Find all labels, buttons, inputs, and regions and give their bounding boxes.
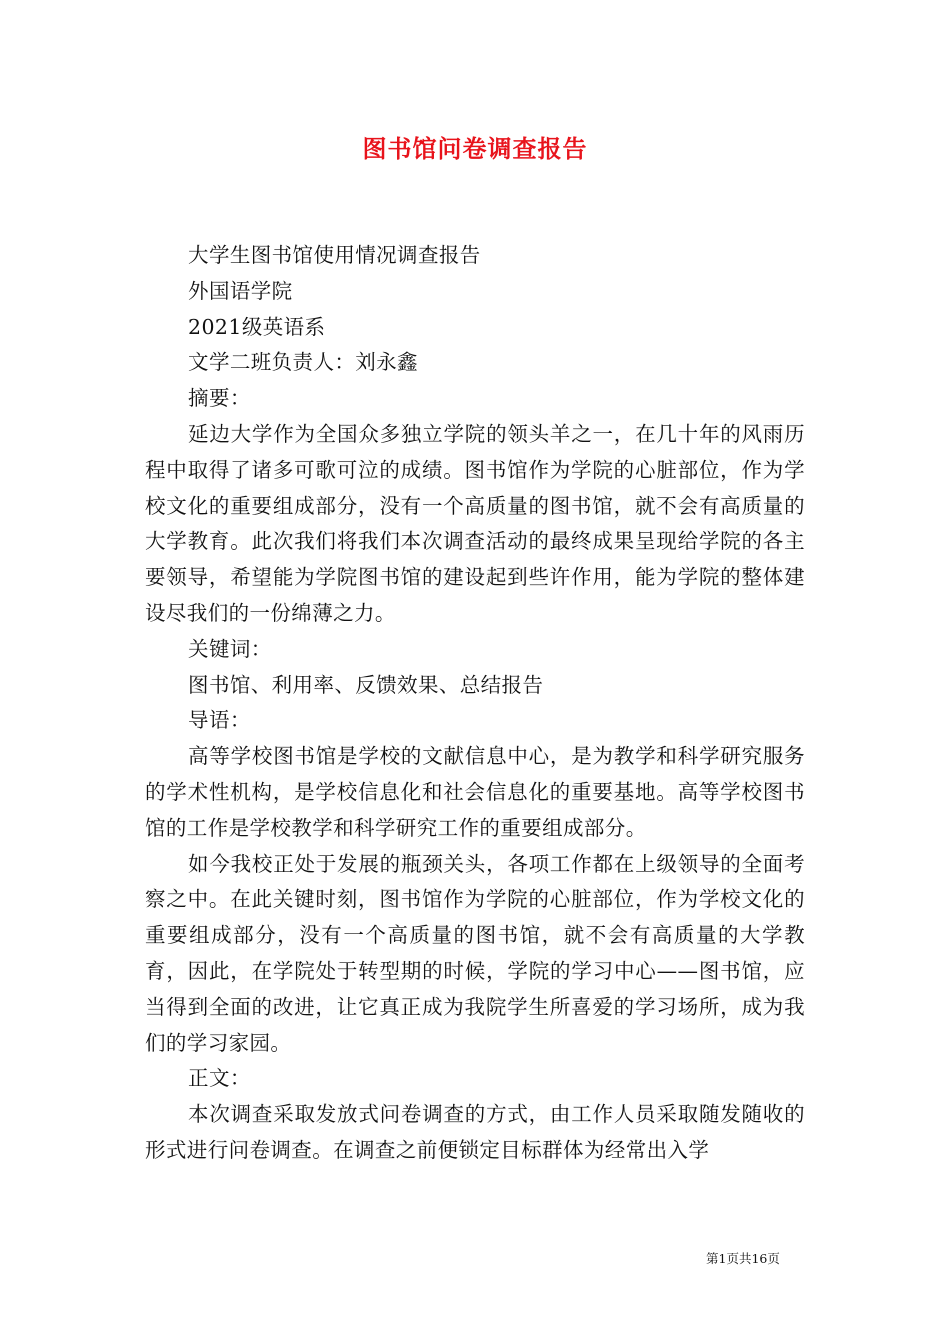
college-line: 外国语学院 <box>188 278 293 303</box>
introduction-paragraph-1: 高等学校图书馆是学校的文献信息中心，是为教学和科学研究服务的学术性机构，是学校信息化和社会信息化的重要基地。高等学校图书馆的工作是学校教学和科学研究工作的重要组成部分。 <box>145 744 805 840</box>
keywords-heading: 关键词： <box>188 636 272 661</box>
department-line: 2021级英语系 <box>188 314 326 339</box>
document-title: 图书馆问卷调查报告 <box>362 134 588 163</box>
keywords-line: 图书馆、利用率、反馈效果、总结报告 <box>188 672 544 697</box>
class-responsible-line: 文学二班负责人：刘永鑫 <box>188 350 418 375</box>
introduction-heading: 导语： <box>188 708 251 733</box>
main-text-paragraph: 本次调查采取发放式问卷调查的方式，由工作人员采取随发随收的形式进行问卷调查。在调查之前便锁定目标群体为经常出入学 <box>145 1102 805 1162</box>
introduction-paragraph-2: 如今我校正处于发展的瓶颈关头，各项工作都在上级领导的全面考察之中。在此关键时刻，图书馆作为学院的心脏部位，作为学校文化的重要组成部分，没有一个高质量的图书馆，就不会有高质量的大学教育，因此，在学院处于转型期的时候，学院的学习中心——图书馆，应当得到全面的改进，让它真正成为我院学生所喜爱的学习场所，成为我们的学习家园。 <box>145 851 805 1055</box>
abstract-heading: 摘要： <box>188 386 251 411</box>
page-number-footer: 第1页共16页 <box>706 1251 780 1266</box>
report-subtitle: 大学生图书馆使用情况调查报告 <box>188 243 481 267</box>
main-text-heading: 正文： <box>188 1066 251 1091</box>
document-body <box>145 238 805 1169</box>
abstract-paragraph: 延边大学作为全国众多独立学院的领头羊之一，在几十年的风雨历程中取得了诸多可歌可泣的成绩。图书馆作为学院的心脏部位，作为学校文化的重要组成部分，没有一个高质量的图书馆，就不会有高质量的大学教育。此次我们将我们本次调查活动的最终成果呈现给学院的各主要领导，希望能为学院图书馆的建设起到些许作用，能为学院的整体建设尽我们的一份绵薄之力。 <box>145 421 805 625</box>
